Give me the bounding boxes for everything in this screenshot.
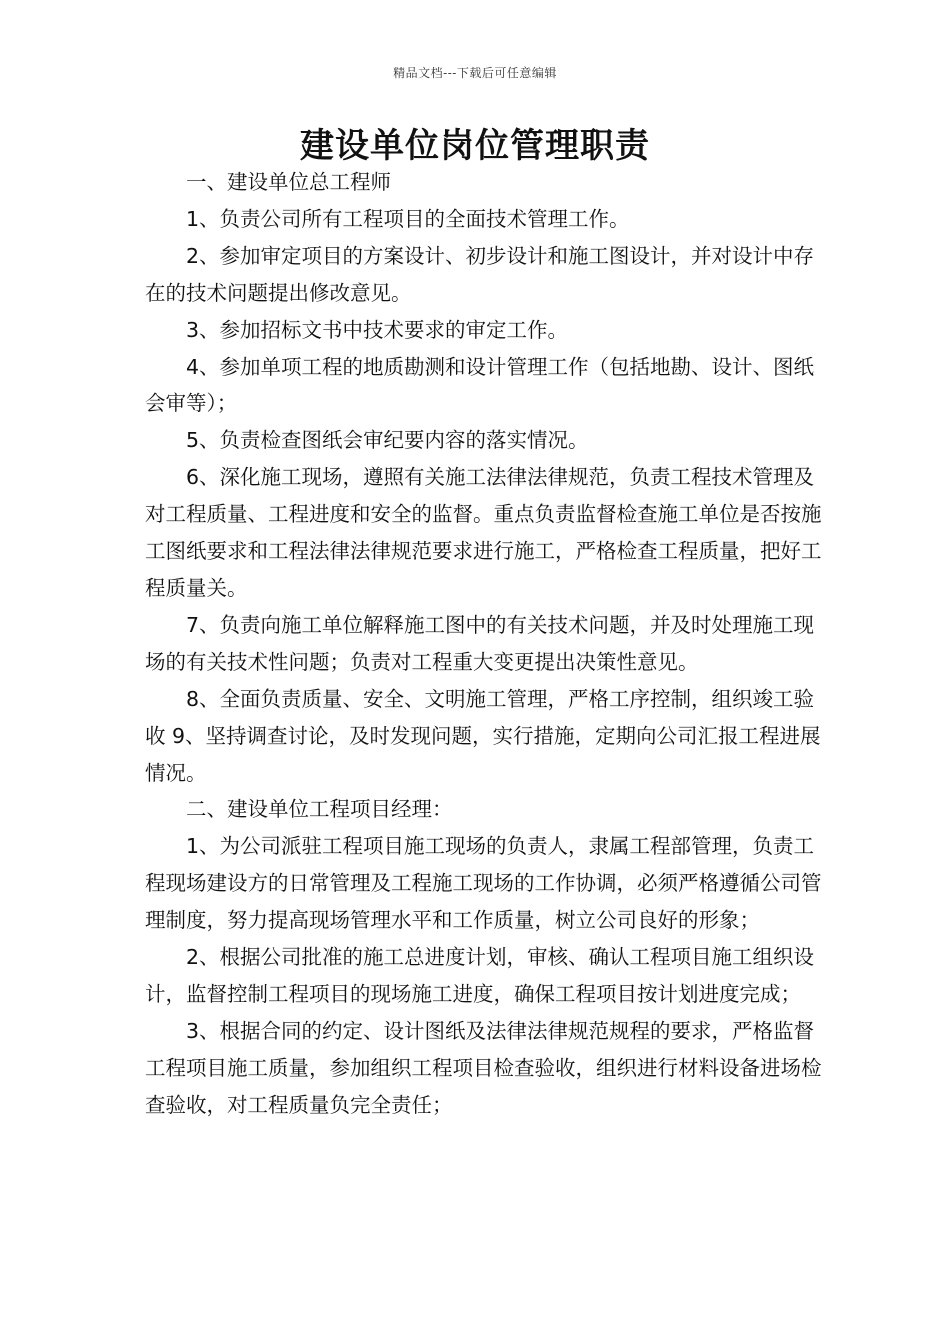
paragraph: 1、负责公司所有工程项目的全面技术管理工作。	[186, 206, 630, 231]
paragraph: 7、负责向施工单位解释施工图中的有关技术问题，并及时处理施工现场的有关技术性问题；负责对工程重大变更提出决策性意见。	[145, 612, 815, 674]
section-heading: 一、建设单位总工程师	[186, 170, 391, 194]
paragraph: 4、参加单项工程的地质勘测和设计管理工作（包括地勘、设计、图纸会审等）；	[145, 354, 815, 416]
paragraph: 5、负责检查图纸会审纪要内容的落实情况。	[186, 428, 589, 453]
paragraph: 2、参加审定项目的方案设计、初步设计和施工图设计，并对设计中存在的技术问题提出修改意见。	[145, 243, 815, 305]
paragraph: 1、为公司派驻工程项目施工现场的负责人，隶属工程部管理，负责工程现场建设方的日常管理及工程施工现场的工作协调，必须严格遵循公司管理制度，努力提高现场管理水平和工作质量，树立公司良好的形象；	[145, 834, 822, 933]
section-heading: 二、建设单位工程项目经理：	[186, 797, 453, 822]
paragraph: 6、深化施工现场，遵照有关施工法律法律规范，负责工程技术管理及对工程质量、工程进度和安全的监督。重点负责监督检查施工单位是否按施工图纸要求和工程法律法律规范要求进行施工，严格检查工程质量，把好工程质量关。	[145, 465, 822, 600]
paragraph: 2、根据公司批准的施工总进度计划，审核、确认工程项目施工组织设计，监督控制工程项目的现场施工进度，确保工程项目按计划进度完成；	[145, 945, 815, 1006]
paragraph: 3、根据合同的约定、设计图纸及法律法律规范规程的要求，严格监督工程项目施工质量，参加组织工程项目检查验收，组织进行材料设备进场检查验收，对工程质量负完全责任；	[145, 1018, 822, 1117]
paragraph: 3、参加招标文书中技术要求的审定工作。	[186, 317, 569, 342]
page-header-watermark: 精品文档---下载后可任意编辑	[393, 66, 557, 80]
paragraph: 8、全面负责质量、安全、文明施工管理，严格工序控制，组织竣工验收 9、坚持调查讨论，及时发现问题，实行措施，定期向公司汇报工程进展情况。	[145, 686, 821, 785]
document-title: 建设单位岗位管理职责	[300, 126, 650, 166]
document-body	[145, 164, 825, 1124]
